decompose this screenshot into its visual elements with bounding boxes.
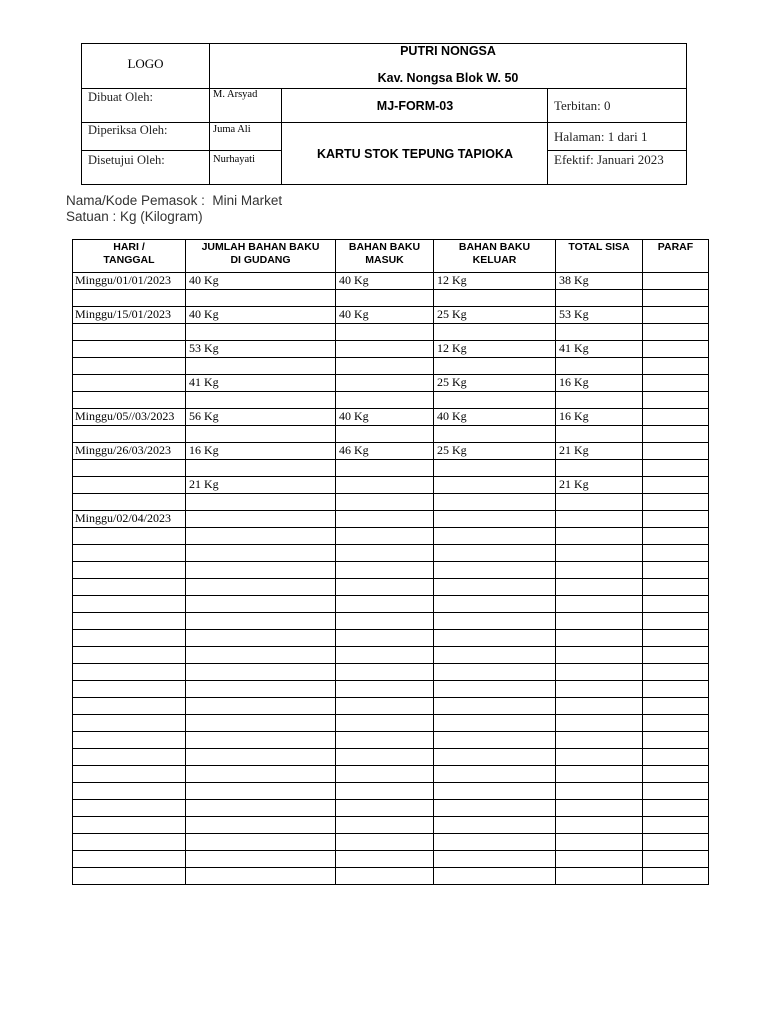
- cell-paraf: [643, 426, 709, 443]
- logo-placeholder: LOGO: [127, 56, 164, 71]
- cell-masuk: [336, 290, 434, 307]
- cell-keluar: [434, 868, 556, 885]
- table-row: [73, 647, 709, 664]
- cell-jumlah: [186, 358, 336, 375]
- cell-keluar: [434, 613, 556, 630]
- cell-jumlah: [186, 324, 336, 341]
- cell-total-sisa: [556, 596, 643, 613]
- cell-tanggal: [73, 868, 186, 885]
- cell-tanggal: Minggu/02/04/2023: [73, 511, 186, 528]
- cell-masuk: [336, 341, 434, 358]
- cell-total-sisa: [556, 851, 643, 868]
- cell-tanggal: [73, 783, 186, 800]
- cell-masuk: [336, 392, 434, 409]
- cell-total-sisa: [556, 290, 643, 307]
- table-row: [73, 494, 709, 511]
- cell-masuk: [336, 477, 434, 494]
- cell-tanggal: Minggu/01/01/2023: [73, 273, 186, 290]
- dibuat-value: M. Arsyad: [213, 89, 258, 100]
- cell-tanggal: [73, 341, 186, 358]
- cell-tanggal: [73, 460, 186, 477]
- cell-masuk: [336, 715, 434, 732]
- company-name: PUTRI NONGSA: [400, 44, 496, 58]
- cell-masuk: [336, 783, 434, 800]
- cell-tanggal: [73, 664, 186, 681]
- cell-total-sisa: 21 Kg: [556, 443, 643, 460]
- cell-total-sisa: [556, 630, 643, 647]
- cell-keluar: [434, 800, 556, 817]
- cell-paraf: [643, 647, 709, 664]
- cell-keluar: [434, 562, 556, 579]
- cell-total-sisa: [556, 392, 643, 409]
- cell-jumlah: [186, 392, 336, 409]
- cell-paraf: [643, 562, 709, 579]
- cell-masuk: [336, 596, 434, 613]
- company-address: Kav. Nongsa Blok W. 50: [377, 71, 519, 85]
- cell-masuk: [336, 630, 434, 647]
- table-row: [73, 324, 709, 341]
- document-title: KARTU STOK TEPUNG TAPIOKA: [316, 147, 514, 161]
- table-row: [73, 562, 709, 579]
- cell-jumlah: [186, 681, 336, 698]
- cell-keluar: [434, 596, 556, 613]
- cell-tanggal: [73, 545, 186, 562]
- cell-jumlah: [186, 817, 336, 834]
- table-row: [73, 630, 709, 647]
- table-row: [73, 817, 709, 834]
- cell-tanggal: [73, 613, 186, 630]
- cell-jumlah: 41 Kg: [186, 375, 336, 392]
- cell-masuk: [336, 579, 434, 596]
- cell-keluar: [434, 834, 556, 851]
- cell-tanggal: [73, 732, 186, 749]
- cell-total-sisa: [556, 681, 643, 698]
- cell-keluar: [434, 290, 556, 307]
- cell-tanggal: [73, 579, 186, 596]
- cell-total-sisa: [556, 749, 643, 766]
- col-header-keluar: BAHAN BAKU KELUAR: [434, 240, 556, 273]
- cell-paraf: [643, 698, 709, 715]
- header-divider: [548, 150, 686, 151]
- cell-keluar: [434, 460, 556, 477]
- table-row: [73, 715, 709, 732]
- cell-keluar: [434, 477, 556, 494]
- table-row: [73, 783, 709, 800]
- cell-jumlah: 21 Kg: [186, 477, 336, 494]
- cell-tanggal: [73, 528, 186, 545]
- cell-keluar: [434, 579, 556, 596]
- cell-tanggal: [73, 290, 186, 307]
- cell-keluar: 25 Kg: [434, 375, 556, 392]
- cell-total-sisa: 16 Kg: [556, 409, 643, 426]
- cell-jumlah: [186, 528, 336, 545]
- cell-jumlah: [186, 596, 336, 613]
- cell-keluar: 40 Kg: [434, 409, 556, 426]
- cell-total-sisa: [556, 817, 643, 834]
- cell-keluar: 12 Kg: [434, 341, 556, 358]
- cell-masuk: [336, 800, 434, 817]
- cell-paraf: [643, 341, 709, 358]
- cell-tanggal: [73, 851, 186, 868]
- col-header-hari: HARI / TANGGAL: [73, 240, 186, 273]
- cell-total-sisa: [556, 545, 643, 562]
- stock-table: [72, 239, 709, 885]
- cell-paraf: [643, 579, 709, 596]
- cell-total-sisa: 21 Kg: [556, 477, 643, 494]
- cell-masuk: [336, 426, 434, 443]
- cell-keluar: [434, 528, 556, 545]
- terbitan: Terbitan: 0: [554, 98, 611, 113]
- cell-tanggal: [73, 800, 186, 817]
- cell-masuk: [336, 562, 434, 579]
- table-row: [73, 392, 709, 409]
- cell-paraf: [643, 732, 709, 749]
- cell-paraf: [643, 392, 709, 409]
- cell-jumlah: [186, 766, 336, 783]
- cell-tanggal: [73, 562, 186, 579]
- stock-table-header: [73, 240, 709, 273]
- cell-total-sisa: 38 Kg: [556, 273, 643, 290]
- cell-paraf: [643, 817, 709, 834]
- cell-masuk: 40 Kg: [336, 273, 434, 290]
- cell-masuk: 46 Kg: [336, 443, 434, 460]
- unit-info: Satuan : Kg (Kilogram): [66, 209, 203, 224]
- table-row: [73, 375, 709, 392]
- cell-masuk: [336, 511, 434, 528]
- table-row: [73, 596, 709, 613]
- table-row: [73, 681, 709, 698]
- cell-total-sisa: [556, 460, 643, 477]
- cell-masuk: [336, 528, 434, 545]
- header-divider: [82, 122, 686, 123]
- table-row: [73, 511, 709, 528]
- cell-keluar: [434, 647, 556, 664]
- cell-total-sisa: [556, 579, 643, 596]
- cell-tanggal: [73, 596, 186, 613]
- table-row: [73, 443, 709, 460]
- cell-jumlah: 56 Kg: [186, 409, 336, 426]
- cell-paraf: [643, 868, 709, 885]
- table-row: [73, 834, 709, 851]
- cell-tanggal: [73, 749, 186, 766]
- col-header-total-sisa: TOTAL SISA: [556, 240, 643, 273]
- cell-tanggal: [73, 375, 186, 392]
- cell-masuk: [336, 868, 434, 885]
- cell-paraf: [643, 545, 709, 562]
- cell-total-sisa: [556, 783, 643, 800]
- cell-keluar: [434, 715, 556, 732]
- cell-paraf: [643, 494, 709, 511]
- disetujui-value: Nurhayati: [213, 154, 255, 165]
- cell-keluar: [434, 681, 556, 698]
- cell-paraf: [643, 358, 709, 375]
- cell-masuk: [336, 749, 434, 766]
- cell-total-sisa: [556, 511, 643, 528]
- cell-jumlah: [186, 579, 336, 596]
- cell-jumlah: [186, 868, 336, 885]
- cell-tanggal: [73, 630, 186, 647]
- cell-total-sisa: [556, 664, 643, 681]
- table-row: [73, 664, 709, 681]
- cell-paraf: [643, 273, 709, 290]
- cell-jumlah: 53 Kg: [186, 341, 336, 358]
- cell-jumlah: [186, 426, 336, 443]
- cell-masuk: [336, 851, 434, 868]
- cell-paraf: [643, 783, 709, 800]
- cell-total-sisa: [556, 800, 643, 817]
- cell-jumlah: [186, 715, 336, 732]
- dibuat-label: Dibuat Oleh:: [88, 90, 153, 104]
- header-divider: [82, 150, 282, 151]
- form-code: MJ-FORM-03: [376, 99, 454, 113]
- table-row: [73, 579, 709, 596]
- cell-paraf: [643, 596, 709, 613]
- cell-jumlah: [186, 647, 336, 664]
- cell-jumlah: [186, 290, 336, 307]
- cell-paraf: [643, 834, 709, 851]
- cell-jumlah: [186, 460, 336, 477]
- cell-tanggal: [73, 494, 186, 511]
- cell-paraf: [643, 324, 709, 341]
- cell-total-sisa: [556, 358, 643, 375]
- cell-tanggal: [73, 477, 186, 494]
- cell-masuk: [336, 358, 434, 375]
- cell-keluar: [434, 817, 556, 834]
- cell-paraf: [643, 630, 709, 647]
- cell-paraf: [643, 477, 709, 494]
- table-row: [73, 528, 709, 545]
- cell-keluar: [434, 698, 556, 715]
- table-row: [73, 460, 709, 477]
- cell-paraf: [643, 307, 709, 324]
- table-row: [73, 290, 709, 307]
- cell-jumlah: [186, 562, 336, 579]
- cell-keluar: [434, 426, 556, 443]
- table-row: [73, 358, 709, 375]
- cell-masuk: [336, 834, 434, 851]
- cell-paraf: [643, 749, 709, 766]
- supplier-info: Nama/Kode Pemasok : Mini Market: [66, 193, 283, 208]
- cell-jumlah: [186, 834, 336, 851]
- cell-tanggal: [73, 715, 186, 732]
- cell-jumlah: [186, 749, 336, 766]
- table-row: [73, 307, 709, 324]
- cell-tanggal: [73, 647, 186, 664]
- cell-keluar: [434, 511, 556, 528]
- cell-tanggal: Minggu/15/01/2023: [73, 307, 186, 324]
- cell-masuk: 40 Kg: [336, 307, 434, 324]
- cell-keluar: [434, 324, 556, 341]
- cell-jumlah: [186, 630, 336, 647]
- disetujui-label: Disetujui Oleh:: [88, 153, 165, 167]
- cell-masuk: 40 Kg: [336, 409, 434, 426]
- cell-total-sisa: [556, 715, 643, 732]
- cell-jumlah: [186, 851, 336, 868]
- table-row: [73, 273, 709, 290]
- halaman: Halaman: 1 dari 1: [554, 129, 648, 144]
- cell-tanggal: [73, 426, 186, 443]
- cell-masuk: [336, 460, 434, 477]
- diperiksa-label: Diperiksa Oleh:: [88, 123, 168, 137]
- cell-paraf: [643, 511, 709, 528]
- cell-tanggal: [73, 817, 186, 834]
- cell-masuk: [336, 647, 434, 664]
- cell-keluar: [434, 664, 556, 681]
- table-row: [73, 800, 709, 817]
- cell-total-sisa: [556, 766, 643, 783]
- cell-total-sisa: [556, 528, 643, 545]
- cell-paraf: [643, 528, 709, 545]
- cell-paraf: [643, 375, 709, 392]
- cell-paraf: [643, 800, 709, 817]
- col-header-paraf: PARAF: [643, 240, 709, 273]
- cell-paraf: [643, 664, 709, 681]
- cell-keluar: [434, 545, 556, 562]
- header-divider: [210, 88, 686, 89]
- cell-keluar: [434, 630, 556, 647]
- cell-total-sisa: [556, 732, 643, 749]
- cell-total-sisa: [556, 868, 643, 885]
- cell-keluar: [434, 494, 556, 511]
- cell-jumlah: [186, 545, 336, 562]
- cell-jumlah: 40 Kg: [186, 273, 336, 290]
- cell-keluar: [434, 851, 556, 868]
- diperiksa-value: Juma Ali: [213, 124, 251, 135]
- cell-keluar: [434, 732, 556, 749]
- table-row: [73, 698, 709, 715]
- cell-tanggal: [73, 324, 186, 341]
- cell-tanggal: [73, 681, 186, 698]
- cell-masuk: [336, 732, 434, 749]
- cell-masuk: [336, 766, 434, 783]
- table-row: [73, 545, 709, 562]
- cell-jumlah: 16 Kg: [186, 443, 336, 460]
- cell-jumlah: [186, 613, 336, 630]
- cell-keluar: 25 Kg: [434, 307, 556, 324]
- cell-total-sisa: [556, 698, 643, 715]
- cell-jumlah: [186, 783, 336, 800]
- cell-keluar: [434, 392, 556, 409]
- table-row: [73, 477, 709, 494]
- cell-jumlah: [186, 800, 336, 817]
- cell-keluar: [434, 783, 556, 800]
- table-row: [73, 749, 709, 766]
- table-row: [73, 868, 709, 885]
- cell-tanggal: Minggu/26/03/2023: [73, 443, 186, 460]
- table-row: [73, 426, 709, 443]
- stock-table-body: [73, 273, 709, 885]
- document-header: [81, 43, 687, 185]
- cell-paraf: [643, 766, 709, 783]
- header-divider: [209, 44, 210, 184]
- cell-keluar: [434, 358, 556, 375]
- cell-tanggal: [73, 698, 186, 715]
- table-row: [73, 341, 709, 358]
- header-divider: [82, 88, 210, 89]
- cell-jumlah: [186, 698, 336, 715]
- efektif: Efektif: Januari 2023: [554, 152, 664, 167]
- cell-masuk: [336, 681, 434, 698]
- cell-paraf: [643, 290, 709, 307]
- table-row: [73, 766, 709, 783]
- cell-masuk: [336, 698, 434, 715]
- cell-paraf: [643, 460, 709, 477]
- cell-paraf: [643, 613, 709, 630]
- cell-masuk: [336, 494, 434, 511]
- cell-jumlah: [186, 511, 336, 528]
- table-row: [73, 732, 709, 749]
- cell-total-sisa: 16 Kg: [556, 375, 643, 392]
- cell-keluar: 25 Kg: [434, 443, 556, 460]
- cell-total-sisa: [556, 562, 643, 579]
- cell-paraf: [643, 851, 709, 868]
- cell-tanggal: [73, 834, 186, 851]
- cell-masuk: [336, 817, 434, 834]
- cell-tanggal: [73, 392, 186, 409]
- col-header-jumlah: JUMLAH BAHAN BAKU DI GUDANG: [186, 240, 336, 273]
- cell-paraf: [643, 681, 709, 698]
- cell-masuk: [336, 613, 434, 630]
- cell-jumlah: [186, 494, 336, 511]
- cell-tanggal: [73, 358, 186, 375]
- cell-jumlah: [186, 664, 336, 681]
- cell-total-sisa: [556, 324, 643, 341]
- cell-keluar: [434, 749, 556, 766]
- cell-masuk: [336, 324, 434, 341]
- cell-total-sisa: [556, 834, 643, 851]
- table-row: [73, 851, 709, 868]
- table-row: [73, 409, 709, 426]
- cell-keluar: [434, 766, 556, 783]
- cell-tanggal: [73, 766, 186, 783]
- cell-total-sisa: [556, 647, 643, 664]
- cell-paraf: [643, 715, 709, 732]
- cell-masuk: [336, 375, 434, 392]
- cell-paraf: [643, 443, 709, 460]
- cell-total-sisa: 41 Kg: [556, 341, 643, 358]
- cell-total-sisa: [556, 613, 643, 630]
- cell-total-sisa: 53 Kg: [556, 307, 643, 324]
- col-header-masuk: BAHAN BAKU MASUK: [336, 240, 434, 273]
- cell-masuk: [336, 664, 434, 681]
- cell-tanggal: Minggu/05//03/2023: [73, 409, 186, 426]
- table-row: [73, 613, 709, 630]
- cell-paraf: [643, 409, 709, 426]
- cell-masuk: [336, 545, 434, 562]
- cell-jumlah: [186, 732, 336, 749]
- cell-total-sisa: [556, 426, 643, 443]
- cell-total-sisa: [556, 494, 643, 511]
- cell-jumlah: 40 Kg: [186, 307, 336, 324]
- cell-keluar: 12 Kg: [434, 273, 556, 290]
